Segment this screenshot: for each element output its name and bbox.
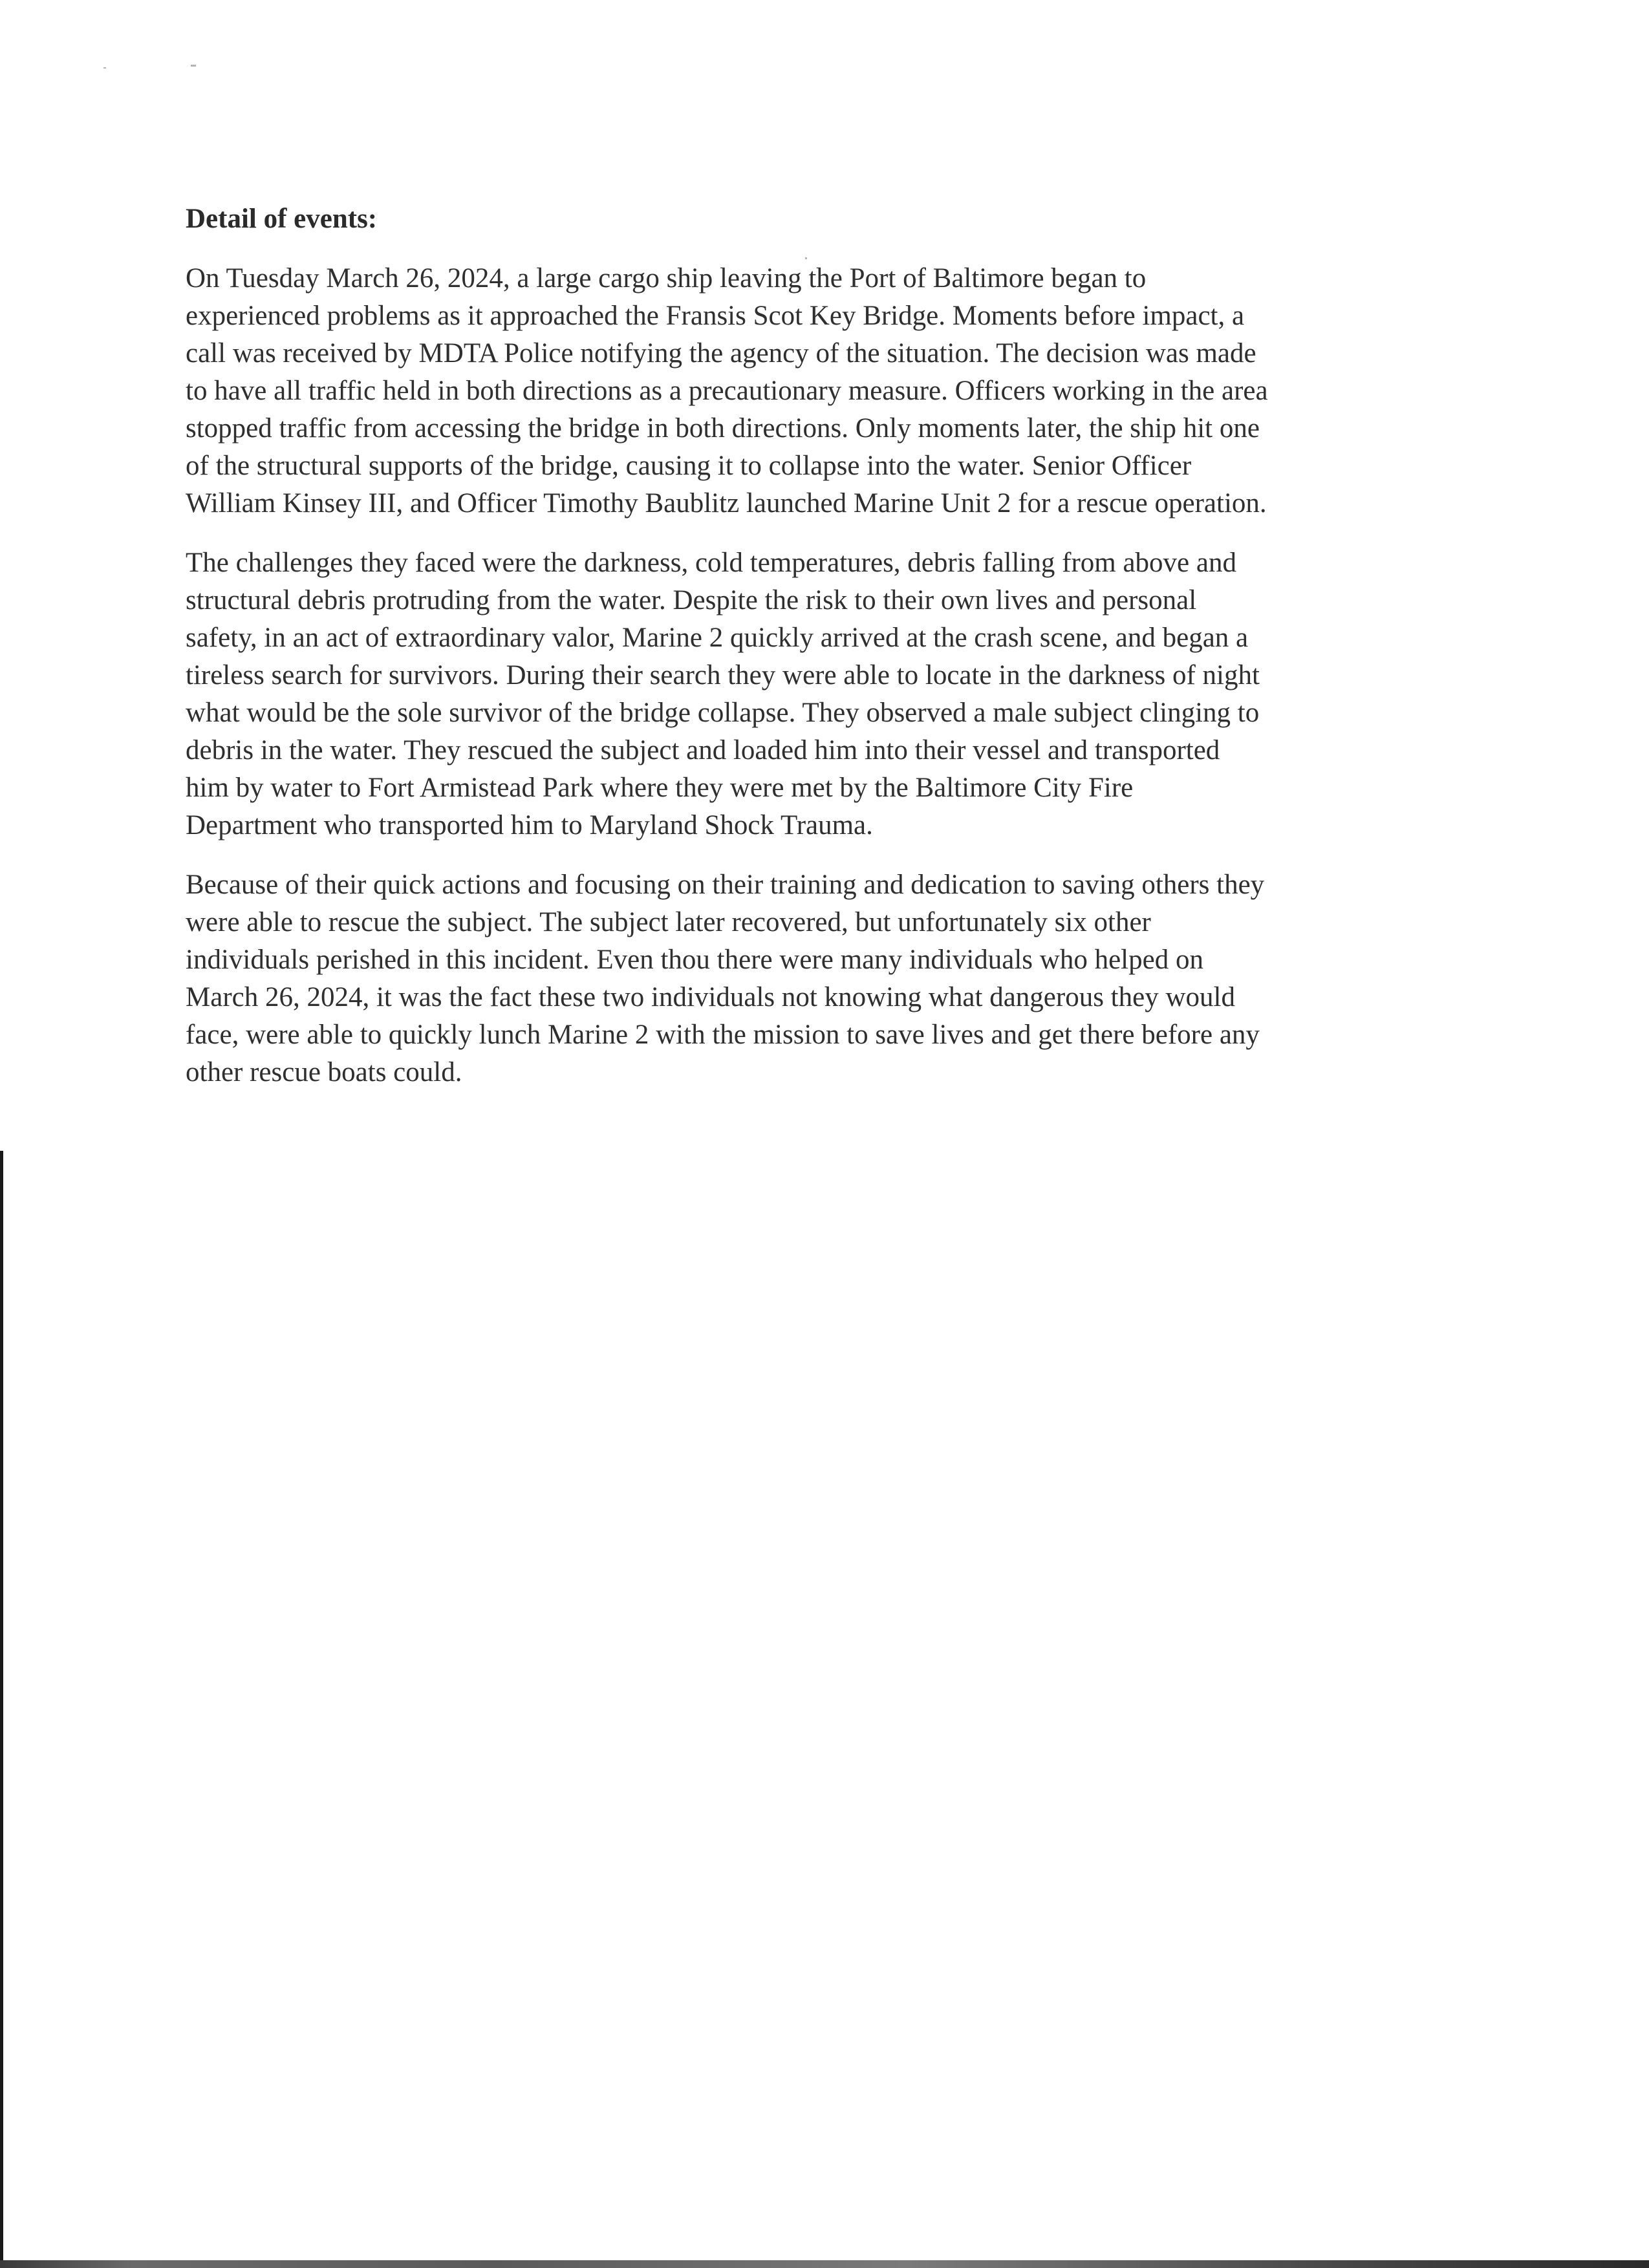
text-line: Department who transported him to Maryland Shock Trauma.	[186, 810, 873, 840]
scan-edge-bottom	[0, 2260, 1649, 2268]
text-line: face, were able to quickly lunch Marine 2 with the mission to save lives and get there before any	[186, 1020, 1260, 1050]
text-line: tireless search for survivors. During their search they were able to locate in the darkness of night	[186, 660, 1260, 690]
text-line: of the structural supports of the bridge, causing it to collapse into the water. Senior Officer	[186, 451, 1192, 481]
text-line: William Kinsey III, and Officer Timothy Baublitz launched Marine Unit 2 for a rescue operation.	[186, 488, 1267, 519]
document-body	[186, 200, 1479, 1113]
scan-speck	[191, 65, 196, 67]
text-line: what would be the sole survivor of the bridge collapse. They observed a male subject clinging to	[186, 698, 1260, 728]
text-line: March 26, 2024, it was the fact these two individuals not knowing what dangerous they would	[186, 982, 1235, 1012]
paragraph-outcome	[186, 866, 1447, 1091]
paragraph-incident	[186, 260, 1447, 522]
text-line: call was received by MDTA Police notifying the agency of the situation. The decision was made	[186, 338, 1256, 369]
text-line: individuals perished in this incident. Even thou there were many individuals who helped on	[186, 945, 1203, 975]
text-line: other rescue boats could.	[186, 1057, 462, 1087]
text-line: debris in the water. They rescued the subject and loaded him into their vessel and transported	[186, 735, 1220, 765]
text-line: structural debris protruding from the water. Despite the risk to their own lives and personal	[186, 585, 1197, 615]
text-line: experienced problems as it approached the Fransis Scot Key Bridge. Moments before impact, a	[186, 301, 1245, 331]
section-heading: Detail of events:	[186, 204, 378, 234]
text-line: Because of their quick actions and focusing on their training and dedication to saving others they	[186, 870, 1265, 900]
text-line: On Tuesday March 26, 2024, a large cargo ship leaving the Port of Baltimore began to	[186, 263, 1147, 294]
text-line: to have all traffic held in both directions as a precautionary measure. Officers working in the area	[186, 376, 1268, 406]
text-line: The challenges they faced were the darkness, cold temperatures, debris falling from above and	[186, 548, 1236, 578]
text-line: stopped traffic from accessing the bridge in both directions. Only moments later, the ship hit one	[186, 413, 1260, 444]
paragraph-challenges	[186, 544, 1447, 844]
scan-speck	[103, 67, 106, 69]
text-line: him by water to Fort Armistead Park where they were met by the Baltimore City Fire	[186, 773, 1134, 803]
scan-edge-left	[0, 1151, 3, 2268]
text-line: safety, in an act of extraordinary valor, Marine 2 quickly arrived at the crash scene, and began a	[186, 623, 1249, 653]
text-line: were able to rescue the subject. The subject later recovered, but unfortunately six other	[186, 907, 1151, 937]
